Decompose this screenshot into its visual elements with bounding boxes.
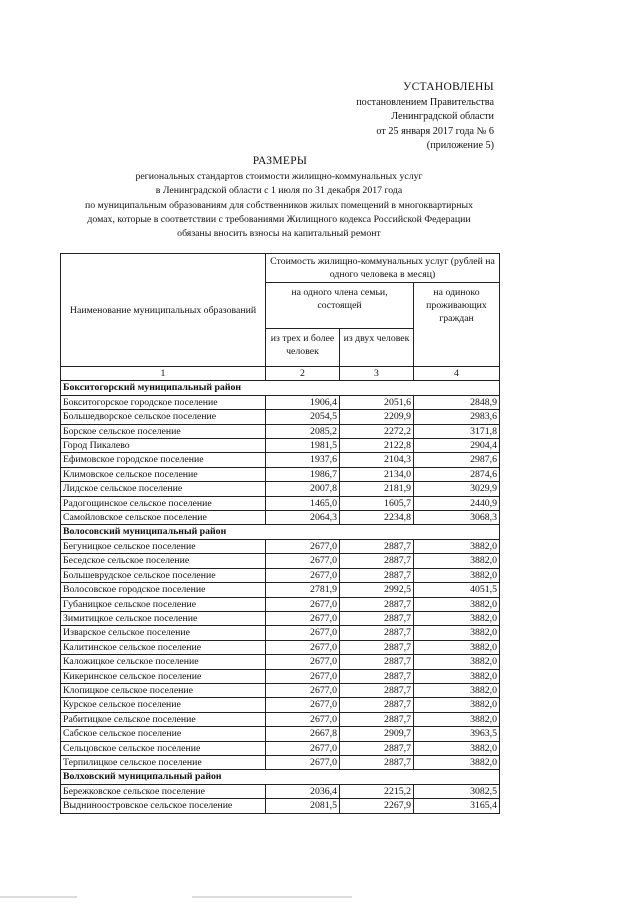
cost-three-plus: 2677,0 [266,683,340,697]
cost-three-plus: 2054,5 [266,410,340,424]
table-row [61,482,500,496]
cost-single: 2874,6 [414,467,500,481]
table-row [61,640,500,654]
cost-three-plus: 1465,0 [266,496,340,510]
table-row [61,467,500,481]
header-municipality: Наименование муниципальных образований [61,254,266,367]
cost-two: 2887,7 [340,539,414,553]
table-row [61,712,500,726]
municipality-name: Изварское сельское поселение [61,626,266,640]
table-row [61,583,500,597]
table-row [61,669,500,683]
cost-single: 4051,5 [414,583,500,597]
cost-two: 2909,7 [340,727,414,741]
subtitle-line: обязаны вносить взносы на капитальный ремонт [177,228,381,240]
cost-three-plus: 2677,0 [266,741,340,755]
municipality-name: Зимитицкое сельское поселение [61,611,266,625]
cost-single: 3963,5 [414,727,500,741]
cost-three-plus: 2677,0 [266,712,340,726]
cost-three-plus: 2677,0 [266,698,340,712]
municipality-name: Ефимовское городское поселение [61,453,266,467]
cost-three-plus: 2677,0 [266,554,340,568]
cost-two: 2887,7 [340,755,414,769]
cost-single: 3882,0 [414,568,500,582]
subtitle-line: домах, которые в соответствии с требованиями Жилищного кодекса Российской Федерации [87,213,471,225]
cost-single: 3882,0 [414,669,500,683]
header-cost: Стоимость жилищно-коммунальных услуг (рублей на одного человека в месяц) [266,254,500,283]
subtitle-line: в Ленинградской области с 1 июля по 31 декабря 2017 года [155,185,403,197]
municipality-name: Рабитицкое сельское поселение [61,712,266,726]
column-number: 4 [414,367,500,381]
district-row [61,525,500,539]
document-title: РАЗМЕРЫ [252,155,308,167]
cost-single: 3882,0 [414,698,500,712]
table-row [61,554,500,568]
column-number: 1 [61,367,266,381]
municipality-name: Терпилицкое сельское поселение [61,755,266,769]
cost-three-plus: 2677,0 [266,539,340,553]
table-row [61,410,500,424]
cost-three-plus: 2677,0 [266,597,340,611]
table-row [61,799,500,813]
municipality-name: Город Пикалево [61,439,266,453]
cost-two: 2209,9 [340,410,414,424]
cost-single: 2987,6 [414,453,500,467]
header-three-plus: из трех и более человек [266,329,340,367]
cost-two: 2887,7 [340,568,414,582]
table-row [61,539,500,553]
approval-line: от 25 января 2017 года № 6 [376,125,494,137]
cost-single: 3882,0 [414,755,500,769]
cost-three-plus: 2085,2 [266,424,340,438]
district-row [61,381,500,395]
table-row [61,568,500,582]
cost-two: 2887,7 [340,640,414,654]
table-row [61,424,500,438]
municipality-name: Курское сельское поселение [61,698,266,712]
table-row [61,511,500,525]
cost-two: 2215,2 [340,784,414,798]
table-row [61,439,500,453]
header-two: из двух человек [340,329,414,367]
cost-single: 3882,0 [414,683,500,697]
cost-two: 2887,7 [340,597,414,611]
cost-three-plus: 1906,4 [266,395,340,409]
municipality-name: Беседское сельское поселение [61,554,266,568]
cost-two: 2267,9 [340,799,414,813]
cost-three-plus: 1986,7 [266,467,340,481]
rates-table [60,253,500,814]
table-row [61,626,500,640]
table-row [61,655,500,669]
cost-three-plus: 2036,4 [266,784,340,798]
header-single: на одиноко проживающих граждан [414,283,500,367]
table-row [61,597,500,611]
district-name: Волосовский муниципальный район [61,525,500,539]
cost-three-plus: 2677,0 [266,626,340,640]
table-row [61,698,500,712]
cost-two: 2122,8 [340,439,414,453]
municipality-name: Каложицкое сельское поселение [61,655,266,669]
cost-three-plus: 2007,8 [266,482,340,496]
cost-two: 2887,7 [340,611,414,625]
cost-two: 2272,2 [340,424,414,438]
cost-single: 3882,0 [414,626,500,640]
cost-two: 2887,7 [340,698,414,712]
cost-single: 3882,0 [414,539,500,553]
municipality-name: Сабское сельское поселение [61,727,266,741]
cost-two: 2104,3 [340,453,414,467]
cost-two: 2887,7 [340,626,414,640]
cost-two: 1605,7 [340,496,414,510]
cost-two: 2134,0 [340,467,414,481]
municipality-name: Большеврудское сельское поселение [61,568,266,582]
cost-single: 3882,0 [414,640,500,654]
cost-single: 2983,6 [414,410,500,424]
cost-single: 2440,9 [414,496,500,510]
table-row [61,395,500,409]
cost-single: 3068,3 [414,511,500,525]
municipality-name: Лидское сельское поселение [61,482,266,496]
cost-single: 3029,9 [414,482,500,496]
cost-two: 2887,7 [340,741,414,755]
cost-three-plus: 2667,8 [266,727,340,741]
municipality-name: Сельцовское сельское поселение [61,741,266,755]
municipality-name: Клопицкое сельское поселение [61,683,266,697]
header-family: на одного члена семьи, состоящей [266,283,414,329]
column-number: 2 [266,367,340,381]
cost-two: 2887,7 [340,554,414,568]
cost-two: 2181,9 [340,482,414,496]
cost-single: 3882,0 [414,655,500,669]
district-row [61,770,500,784]
cost-three-plus: 2081,5 [266,799,340,813]
cost-single: 2848,9 [414,395,500,409]
cost-single: 3171,8 [414,424,500,438]
municipality-name: Кикеринское сельское поселение [61,669,266,683]
table-row [61,727,500,741]
cost-three-plus: 1981,5 [266,439,340,453]
municipality-name: Выдниноостровское сельское поселение [61,799,266,813]
municipality-name: Губаницкое сельское поселение [61,597,266,611]
approval-block [356,80,494,154]
cost-single: 3882,0 [414,611,500,625]
district-name: Волховский муниципальный район [61,770,500,784]
cost-two: 2887,7 [340,669,414,683]
municipality-name: Волосовское городское поселение [61,583,266,597]
cost-single: 2904,4 [414,439,500,453]
cost-three-plus: 2781,9 [266,583,340,597]
cost-single: 3882,0 [414,597,500,611]
table-row [61,496,500,510]
table-row [61,741,500,755]
approval-line: постановлением Правительства [356,96,494,108]
table-row [61,453,500,467]
cost-three-plus: 2677,0 [266,611,340,625]
table-row [61,611,500,625]
cost-two: 2234,8 [340,511,414,525]
cost-single: 3882,0 [414,712,500,726]
municipality-name: Бережковское сельское поселение [61,784,266,798]
column-number-row [61,367,500,381]
municipality-name: Борское сельское поселение [61,424,266,438]
cost-single: 3082,5 [414,784,500,798]
cost-single: 3165,4 [414,799,500,813]
district-name: Бокситогорский муниципальный район [61,381,500,395]
municipality-name: Бокситогорское городское поселение [61,395,266,409]
column-number: 3 [340,367,414,381]
table-row [61,683,500,697]
municipality-name: Большедворское сельское поселение [61,410,266,424]
scan-edge [0,896,640,898]
cost-three-plus: 1937,6 [266,453,340,467]
cost-three-plus: 2677,0 [266,655,340,669]
cost-three-plus: 2677,0 [266,640,340,654]
subtitle-line: региональных стандартов стоимости жилищно-коммунальных услуг [135,171,423,182]
cost-single: 3882,0 [414,554,500,568]
cost-three-plus: 2677,0 [266,568,340,582]
municipality-name: Самойловское сельское поселение [61,511,266,525]
cost-two: 2051,6 [340,395,414,409]
cost-three-plus: 2064,3 [266,511,340,525]
municipality-name: Климовское сельское поселение [61,467,266,481]
table-row [61,755,500,769]
municipality-name: Калитинское сельское поселение [61,640,266,654]
cost-two: 2887,7 [340,712,414,726]
cost-single: 3882,0 [414,741,500,755]
cost-three-plus: 2677,0 [266,669,340,683]
approval-heading: УСТАНОВЛЕНЫ [403,81,494,93]
municipality-name: Радогощинское сельское поселение [61,496,266,510]
cost-three-plus: 2677,0 [266,755,340,769]
approval-line: Ленинградской области [391,111,494,122]
approval-line: (приложение 5) [426,140,494,151]
cost-two: 2887,7 [340,683,414,697]
document-subtitle [60,170,498,241]
subtitle-line: по муниципальным образованиям для собственников жилых помещений в многоквартирных [84,199,474,211]
municipality-name: Бегуницкое сельское поселение [61,539,266,553]
table-row [61,784,500,798]
cost-two: 2887,7 [340,655,414,669]
cost-two: 2992,5 [340,583,414,597]
